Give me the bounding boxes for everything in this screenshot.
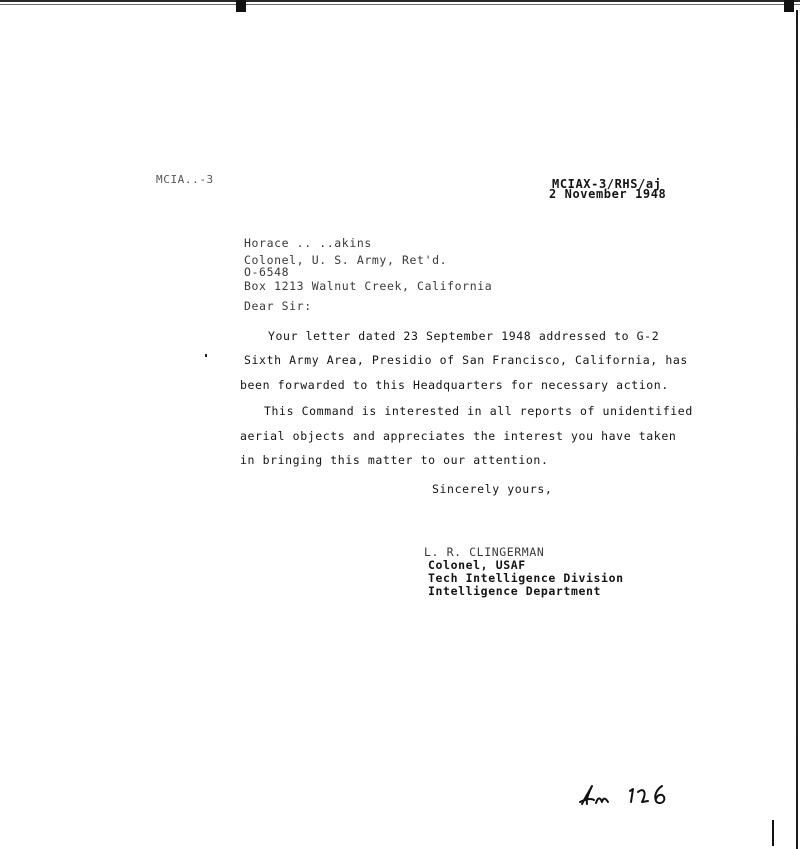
recipient-title: Colonel, U. S. Army, Ret'd. [244,253,448,267]
paragraph-line: Your letter dated 23 September 1948 addressed to G-2 [268,329,660,343]
paragraph-line: aerial objects and appreciates the interest you have taken [240,429,677,443]
scan-right-edge [796,10,798,849]
paragraph-line: in bringing this matter to our attention. [240,453,549,467]
paragraph-line: Sixth Army Area, Presidio of San Francisco, California, has [244,353,688,367]
salutation: Dear Sir: [244,299,312,313]
file-reference-right: MCIAX-3/RHS/aj [552,177,662,191]
signer-division: Tech Intelligence Division [428,571,624,585]
letter-date: 2 November 1948 [549,187,667,201]
recipient-address: Box 1213 Walnut Creek, California [244,279,493,293]
scan-top-mark [784,0,794,12]
recipient-name: Horace .. ..akins [244,236,372,250]
paragraph-line: been forwarded to this Headquarters for necessary action. [240,378,669,392]
file-reference-left: MCIA..-3 [156,173,214,186]
signer-name: L. R. CLINGERMAN [424,545,545,559]
handwritten-annotation [578,782,678,808]
signer-department: Intelligence Department [428,584,602,598]
scan-top-mark [236,0,246,12]
recipient-serial: O-6548 [244,265,290,279]
signer-rank: Colonel, USAF [428,558,526,572]
scan-speck [205,354,207,357]
paragraph-line: This Command is interested in all reports of unidentified [264,404,693,418]
closing: Sincerely yours, [432,482,553,496]
scan-bottom-tick [772,820,774,846]
scan-top-border [0,0,800,8]
